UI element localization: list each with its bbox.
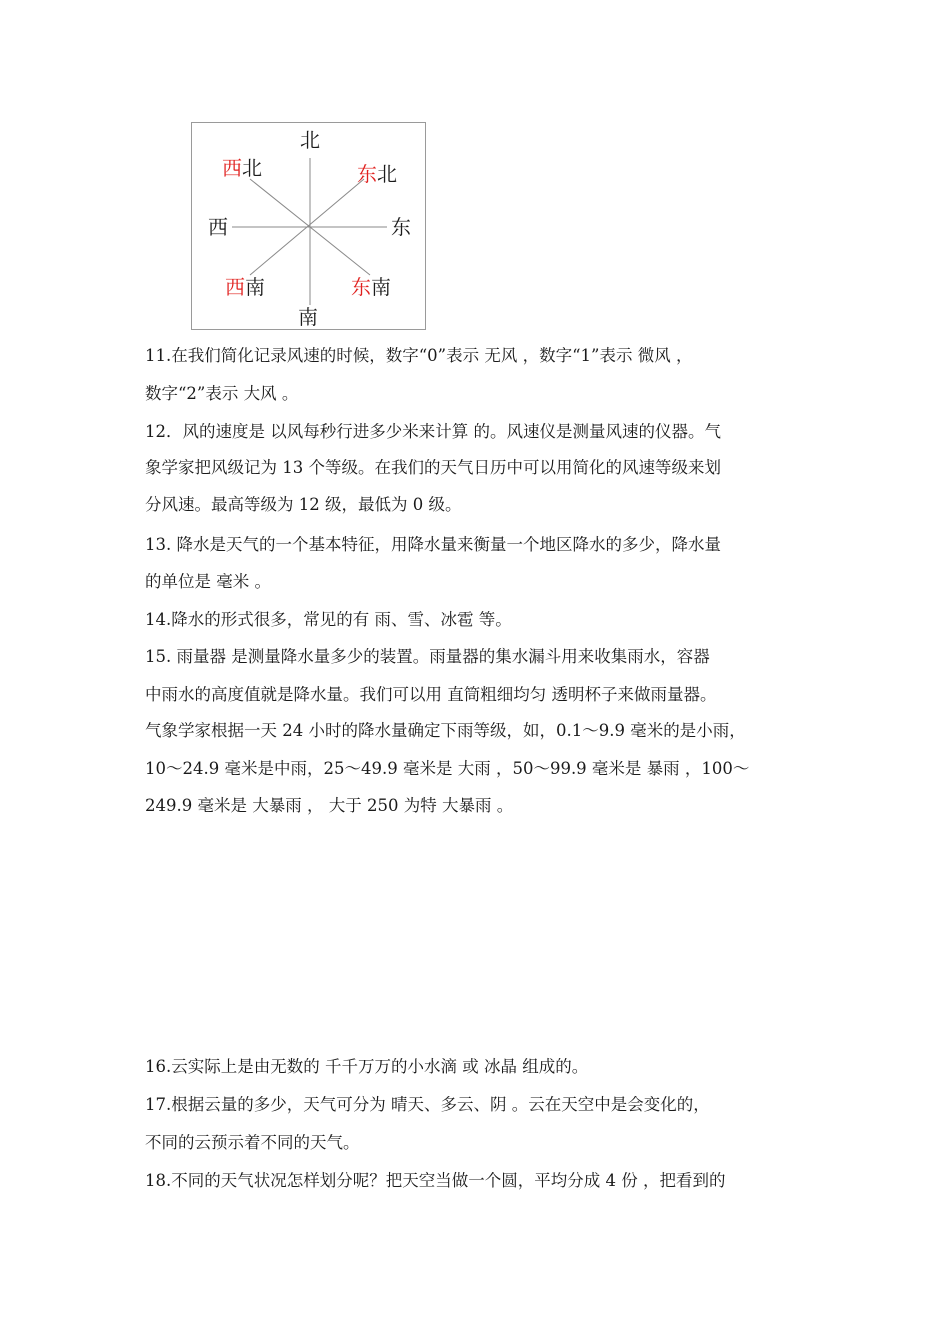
text-line: 15. 雨量器 是测量降水量多少的装置。雨量器的集水漏斗用来收集雨水，容器 [145, 647, 710, 666]
text-line: 11.在我们简化记录风速的时候，数字“0”表示 无风 ，数字“1”表示 微风 ， [145, 346, 693, 365]
text-line: 17.根据云量的多少，天气可分为 晴天、多云、阴 。云在天空中是会变化的， [145, 1095, 710, 1114]
label-northwest [222, 157, 262, 179]
text-line: 16.云实际上是由无数的 千千万万的小水滴 或 冰晶 组成的。 [145, 1057, 589, 1076]
text-line: 18.不同的天气状况怎样划分呢？把天空当做一个圆，平均分成 4 份 ，把看到的 [145, 1171, 726, 1190]
text-line: 14.降水的形式很多，常见的有 雨、雪、冰雹 等。 [145, 610, 512, 629]
label-southwest-prefix: 西 [225, 275, 245, 299]
label-southwest-suffix: 南 [245, 275, 265, 299]
label-northeast-suffix: 北 [377, 162, 397, 186]
compass-diagram [191, 122, 426, 330]
text-line: 数字“2”表示 大风 。 [145, 384, 299, 403]
label-northwest-suffix: 北 [242, 156, 262, 180]
text-line: 的单位是 毫米 。 [145, 572, 271, 591]
text-line: 249.9 毫米是 大暴雨 ， 大于 250 为特 大暴雨 。 [145, 796, 514, 815]
label-southeast [351, 276, 391, 298]
label-north: 北 [300, 128, 320, 152]
text-line: 12．风的速度是 以风每秒行进多少米来计算 的。风速仪是测量风速的仪器。气 [145, 422, 721, 441]
label-northeast [357, 163, 397, 185]
label-southeast-suffix: 南 [371, 275, 391, 299]
text-line: 10～24.9 毫米是中雨，25～49.9 毫米是 大雨 ，50～99.9 毫米是 暴雨 ，100～ [145, 759, 750, 778]
label-east: 东 [391, 215, 411, 239]
label-south: 南 [298, 305, 318, 329]
label-northeast-prefix: 东 [357, 162, 377, 186]
label-west: 西 [208, 215, 228, 239]
label-southeast-prefix: 东 [351, 275, 371, 299]
text-line: 中雨水的高度值就是降水量。我们可以用 直筒粗细均匀 透明杯子来做雨量器。 [145, 685, 717, 704]
text-line: 气象学家根据一天 24 小时的降水量确定下雨等级，如，0.1～9.9 毫米的是小雨， [145, 721, 746, 740]
text-line: 不同的云预示着不同的天气。 [145, 1133, 360, 1152]
label-southwest [225, 276, 265, 298]
text-line: 分风速。最高等级为 12 级，最低为 0 级。 [145, 495, 462, 514]
label-northwest-prefix: 西 [222, 156, 242, 180]
text-line: 13. 降水是天气的一个基本特征，用降水量来衡量一个地区降水的多少，降水量 [145, 535, 721, 554]
text-line: 象学家把风级记为 13 个等级。在我们的天气日历中可以用简化的风速等级来划 [145, 458, 721, 477]
